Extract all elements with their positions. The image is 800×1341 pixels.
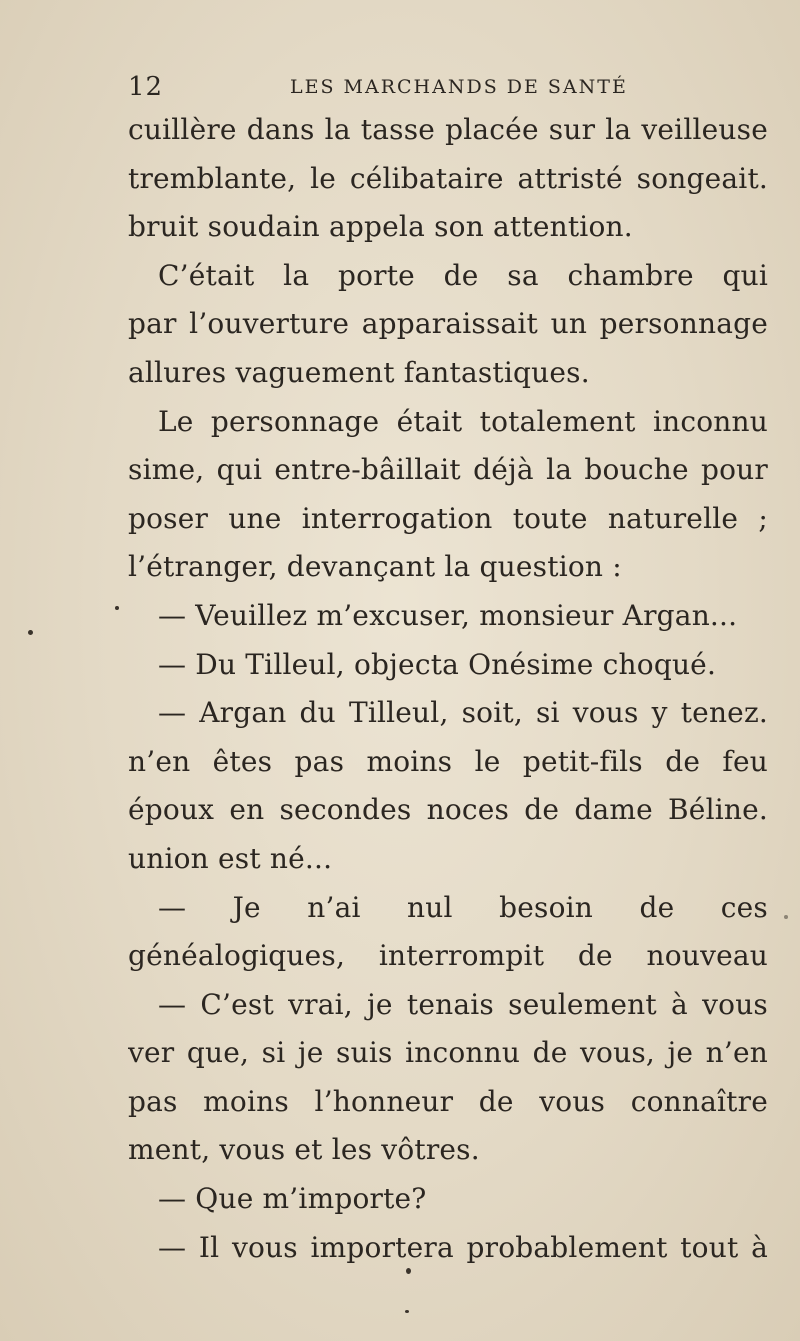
text-line: — Il vous importera probablement tout à — [158, 1230, 768, 1264]
running-head: LES MARCHANDS DE SANTÉ — [290, 76, 628, 98]
text-line: pas moins l’honneur de vous connaître — [128, 1084, 768, 1118]
text-line: union est né... — [128, 841, 333, 875]
text-line: — Du Tilleul, objecta Onésime choqué. — [158, 647, 717, 681]
text-line: ment, vous et les vôtres. — [128, 1133, 480, 1167]
text-line: cuillère dans la tasse placée sur la veilleuse — [128, 113, 768, 146]
paper-speck — [784, 915, 788, 919]
body-text — [128, 106, 768, 1272]
paper-speck — [406, 1268, 411, 1274]
text-line: Le personnage était totalement inconnu — [158, 404, 768, 438]
text-line: — Argan du Tilleul, soit, si vous y tenez. — [158, 696, 768, 730]
text-line: tremblante, le célibataire attristé songeait. — [128, 161, 768, 195]
text-line: sime, qui entre-bâillait déjà la bouche pour — [128, 453, 768, 487]
paper-speck — [115, 606, 119, 610]
paper-speck — [28, 630, 33, 635]
text-line: généalogiques, interrompit de nouveau — [128, 939, 768, 973]
text-line: — C’est vrai, je tenais seulement à vous — [158, 987, 768, 1021]
page-number: 12 — [128, 72, 164, 102]
text-line: poser une interrogation toute naturelle ; — [128, 501, 768, 535]
text-line: allures vaguement fantastiques. — [128, 355, 590, 389]
text-line: bruit soudain appela son attention. — [128, 210, 633, 244]
text-line: n’en êtes pas moins le petit-fils de feu — [128, 744, 768, 778]
text-line: l’étranger, devançant la question : — [128, 550, 622, 584]
paper-speck — [405, 1310, 409, 1313]
text-line: — Que m’importe? — [158, 1182, 427, 1216]
text-line: époux en secondes noces de dame Béline. — [128, 793, 768, 827]
text-line: — Je n’ai nul besoin de ces — [158, 890, 768, 924]
text-line: ver que, si je suis inconnu de vous, je n’en — [128, 1036, 768, 1070]
text-line: C’était la porte de sa chambre qui — [158, 258, 768, 292]
text-line: — Veuillez m’excuser, monsieur Argan... — [158, 598, 738, 632]
text-line: par l’ouverture apparaissait un personnage — [128, 307, 768, 341]
